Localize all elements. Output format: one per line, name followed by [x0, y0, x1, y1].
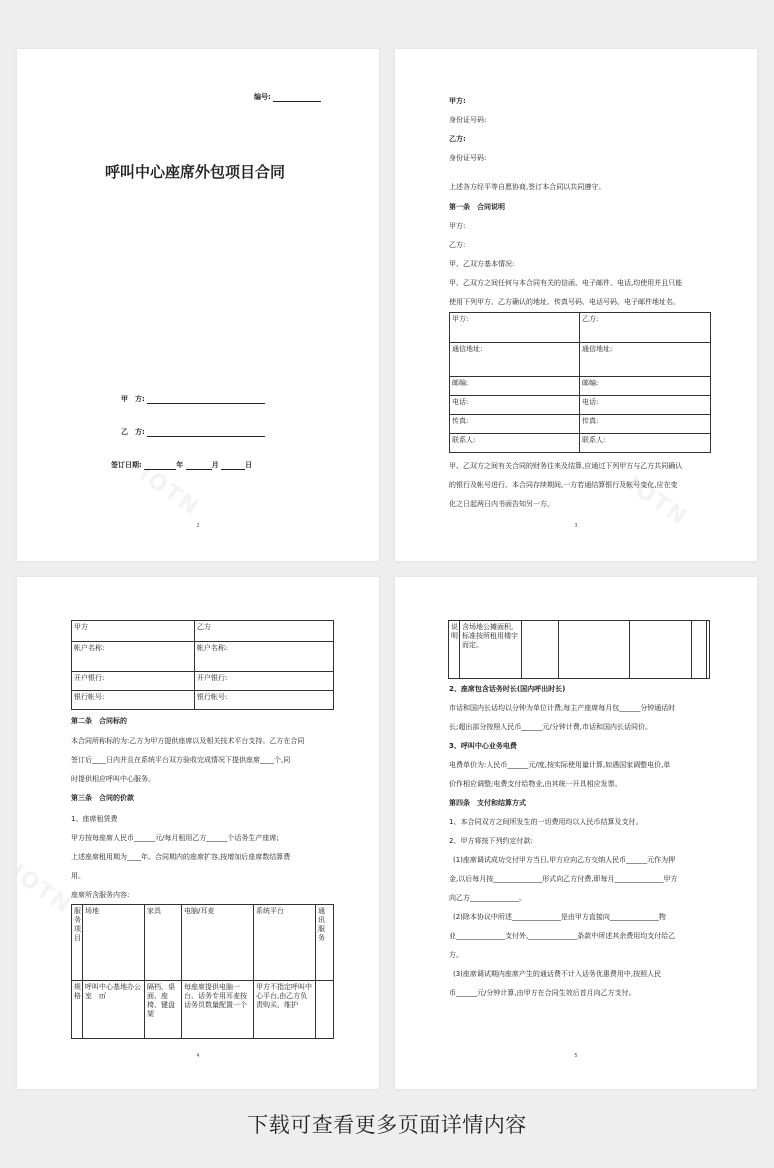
body-line: 签订后____日内并且在系统平台双方验收完成情况下提供座席____个,同	[71, 756, 291, 764]
contract-number-blank	[273, 93, 321, 102]
page-number: 3	[574, 523, 578, 529]
section-heading: 3、呼叫中心业务电费	[449, 742, 517, 750]
body-line: 甲、乙双方之间有关合同的财务往来及结算,应通过下列甲方与乙方共同确认	[449, 462, 683, 470]
page-number: 5	[574, 1053, 578, 1059]
day-label: 日	[245, 461, 253, 469]
table-row	[72, 672, 334, 691]
table-cell: 通信地址:	[580, 343, 711, 377]
table-cell: 传真:	[450, 415, 580, 434]
contract-number-row	[254, 93, 321, 102]
table-cell	[707, 621, 710, 679]
table-cell: 传真:	[580, 415, 711, 434]
table-cell: 电话:	[580, 396, 711, 415]
body-line: (2)除本协议中所述______________是由甲方直接向______________物	[453, 913, 666, 921]
sign-date-label: 签订日期:	[111, 461, 142, 469]
table-cell	[692, 621, 707, 679]
body-line: 金,以后每月按______________形式向乙方付费,即每月______________甲方	[449, 875, 678, 883]
table-cell: 服务项目	[72, 905, 83, 981]
table-cell: 说明	[449, 621, 460, 679]
page-4	[395, 577, 757, 1089]
table-row	[72, 691, 334, 710]
basic-info-label: 甲、乙双方基本情况:	[449, 260, 515, 268]
table-row	[450, 377, 711, 396]
body-line: 长;超出部分按照人民币______元/分钟计费,市话和国内长话同价。	[449, 723, 652, 731]
contact-table	[449, 312, 711, 453]
page-title: 呼叫中心座席外包项目合同	[105, 163, 286, 181]
body-line: 向乙方______________。	[449, 894, 526, 902]
body-line: 上述座席租用期为____年。合同期内的座席扩容,按增加后座席数结算费	[71, 853, 291, 861]
table-cell: 家具	[145, 905, 182, 981]
month-label: 月	[211, 461, 219, 469]
service-table	[71, 904, 334, 1039]
table-row	[450, 313, 711, 343]
table-cell	[630, 621, 692, 679]
table-cell	[316, 981, 334, 1039]
body-line: 1、座席租赁费	[71, 815, 118, 823]
table-cell: 隔档、桌面、座椅、键盘架	[145, 981, 182, 1039]
watermark	[134, 462, 204, 522]
table-row	[450, 434, 711, 453]
body-line: (3)座席调试期内座席产生的通话费不计入话务优惠费用中,按照人民	[453, 970, 662, 978]
bank-table	[71, 620, 334, 710]
table-cell: 含场地公摊面积,标准按所租用楼宇而定。	[460, 621, 522, 679]
table-cell: 联系人:	[580, 434, 711, 453]
page-cover	[17, 49, 379, 561]
table-cell: 甲方:	[450, 313, 580, 343]
page-number: 4	[196, 1053, 200, 1059]
table-row	[450, 396, 711, 415]
table-cell: 甲方	[72, 621, 195, 642]
article-3-title: 第三条 合同的价款	[71, 794, 134, 802]
table-cell: 电话:	[450, 396, 580, 415]
party-b-blank	[147, 428, 265, 437]
contract-number-label: 编号:	[254, 93, 271, 101]
table-cell: 开户银行:	[195, 672, 334, 691]
table-cell	[559, 621, 630, 679]
table-cell: 银行帐号:	[195, 691, 334, 710]
table-row	[450, 415, 711, 434]
page-number: 2	[196, 523, 200, 529]
table-cell: 帐户名称:	[72, 642, 195, 672]
body-line: 的银行及帐号进行。本合同存续期间,一方若通结算银行及帐号变化,应在变	[449, 481, 678, 489]
body-line: 业______________支付外,______________条款中所述其余费用均支付给乙	[449, 932, 676, 940]
body-line: 甲方按每座席人民币______元/每月租用乙方______个话务生产座席;	[71, 834, 279, 842]
article-1-title: 第一条 合同说明	[449, 203, 505, 211]
table-cell: 邮编:	[580, 377, 711, 396]
id-number-a: 身份证号码:	[449, 116, 487, 124]
body-line: 本合同所称标的为:乙方为甲方提供座席以及相关技术平台支持。乙方在合同	[71, 737, 305, 745]
table-cell: 乙方	[195, 621, 334, 642]
table-cell: 系统平台	[254, 905, 316, 981]
body-line: 用。	[71, 872, 85, 880]
body-line: (1)座席调试成功交付甲方当日,甲方应向乙方交纳人民币______元作为押	[453, 856, 676, 864]
article-2-title: 第二条 合同标的	[71, 717, 127, 725]
download-more-banner[interactable]: 下载可查看更多页面详情内容	[247, 1113, 527, 1137]
page-3	[17, 577, 379, 1089]
table-row	[72, 642, 334, 672]
body-line: 市话和国内长话均以分钟为单位计费,每主产座席每月包______分钟通话时	[449, 704, 676, 712]
day-blank	[221, 461, 245, 470]
body-line: 座席所含服务内容:	[71, 891, 130, 899]
body-line: 币______元/分钟计算,由甲方在合同生效后首月向乙方支付。	[449, 989, 636, 997]
body-line: 时提供相应呼叫中心服务。	[71, 775, 155, 783]
party-a-heading: 甲方:	[449, 97, 466, 105]
table-cell	[522, 621, 559, 679]
body-line: 1、本合同双方之间所发生的一切费用均以人民币结算及支付。	[449, 818, 643, 826]
intro-text: 上述各方经平等自愿协商,签订本合同以共同遵守。	[449, 183, 606, 191]
body-line: 方。	[449, 951, 463, 959]
table-cell: 银行帐号:	[72, 691, 195, 710]
table-row	[450, 343, 711, 377]
table-cell: 联系人:	[450, 434, 580, 453]
party-b-line: 乙方:	[449, 241, 466, 249]
table-cell: 开户银行:	[72, 672, 195, 691]
sign-date-row	[111, 461, 252, 470]
party-b-heading: 乙方:	[449, 135, 466, 143]
table-cell: 每座席提供电脑一台、话务专用耳麦按话务员数量配置一个	[182, 981, 254, 1039]
description-table	[448, 620, 710, 679]
body-line: 甲、乙双方之间任何与本合同有关的信函、电子邮件、电话,均使用并且只能	[449, 279, 683, 287]
party-a-label: 甲 方:	[121, 395, 145, 403]
party-a-blank	[147, 395, 265, 404]
watermark	[17, 860, 76, 920]
year-label: 年	[176, 461, 184, 469]
table-cell: 邮编:	[450, 377, 580, 396]
body-line: 2、甲方将按下列约定付款:	[449, 837, 533, 845]
table-cell: 帐户名称:	[195, 642, 334, 672]
party-b-row	[121, 428, 265, 437]
table-cell: 场地	[83, 905, 145, 981]
month-blank	[186, 461, 212, 470]
table-cell: 通信地址:	[450, 343, 580, 377]
table-cell: 呼叫中心基地办公室 ㎡	[83, 981, 145, 1039]
table-cell: 通讯服务	[316, 905, 334, 981]
body-line: 使用下列甲方、乙方确认的地址、传真号码、电话号码、电子邮件地址名。	[449, 298, 680, 306]
party-a-line: 甲方:	[449, 222, 466, 230]
page-2	[395, 49, 757, 561]
article-4-title: 第四条 支付和结算方式	[449, 799, 526, 807]
table-row	[449, 621, 710, 679]
table-row	[72, 905, 334, 981]
table-cell: 规格	[72, 981, 83, 1039]
table-cell: 电脑/耳麦	[182, 905, 254, 981]
party-b-label: 乙 方:	[121, 428, 145, 436]
table-row	[72, 621, 334, 642]
body-line: 化之日起两日内书面告知另一方。	[449, 500, 554, 508]
body-line: 电费单价为:人民币______元/度,按实际使用量计算,如遇国家调整电价,单	[449, 761, 671, 769]
section-heading: 2、座席包含话务时长(国内呼出时长)	[449, 685, 566, 693]
body-line: 价作相应调整;电费支付给物业,由其统一开具相应发票。	[449, 780, 622, 788]
table-cell: 乙方:	[580, 313, 711, 343]
party-a-row	[121, 395, 265, 404]
table-cell: 甲方不指定呼叫中心平台,由乙方负责购买、维护	[254, 981, 316, 1039]
id-number-b: 身份证号码:	[449, 154, 487, 162]
table-row	[72, 981, 334, 1039]
